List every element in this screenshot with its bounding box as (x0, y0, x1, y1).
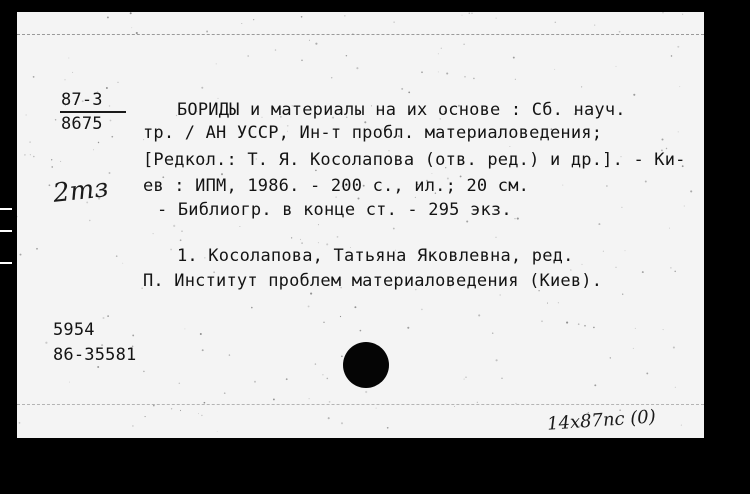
noise-speck (323, 322, 324, 323)
noise-speck (60, 161, 61, 162)
noise-speck (558, 302, 559, 303)
noise-speck (229, 354, 230, 355)
noise-speck (152, 233, 153, 234)
noise-speck (662, 12, 663, 13)
noise-speck (122, 263, 123, 264)
noise-speck (515, 79, 516, 80)
noise-speck (438, 71, 439, 72)
handwritten-code: 14х87пс (0) (546, 406, 657, 435)
noise-speck (273, 398, 275, 400)
noise-speck (51, 166, 52, 167)
noise-speck (340, 316, 341, 317)
noise-speck (341, 356, 343, 358)
noise-speck (109, 172, 111, 174)
noise-speck (335, 196, 336, 197)
noise-speck (441, 48, 442, 49)
tracing-1: 1. Косолапова, Татьяна Яковлевна, ред. (177, 246, 574, 266)
noise-speck (98, 142, 99, 143)
body-line-2: тр. / АН УССР, Ин-т пробл. материаловедения; (143, 123, 603, 143)
noise-speck (301, 59, 303, 61)
noise-speck (55, 119, 57, 121)
noise-speck (465, 377, 466, 378)
noise-speck (318, 242, 319, 243)
noise-speck (318, 224, 319, 225)
noise-speck (206, 31, 208, 33)
noise-speck (593, 327, 595, 329)
noise-speck (171, 408, 172, 409)
noise-speck (201, 415, 202, 416)
noise-speck (131, 27, 132, 28)
noise-speck (514, 218, 515, 219)
noise-speck (97, 366, 99, 368)
noise-speck (578, 323, 580, 325)
noise-speck (356, 67, 358, 69)
noise-speck (594, 384, 596, 386)
noise-speck (547, 303, 548, 304)
noise-speck (72, 72, 73, 73)
noise-speck (679, 86, 680, 87)
noise-speck (566, 322, 568, 324)
noise-speck (247, 55, 249, 57)
noise-speck (646, 372, 648, 374)
noise-speck (690, 190, 692, 192)
noise-speck (300, 239, 301, 240)
noise-speck (407, 327, 409, 329)
noise-speck (26, 115, 27, 116)
shelf-mark-bottom: 8675 (61, 114, 103, 134)
noise-speck (45, 342, 47, 344)
noise-speck (516, 403, 517, 404)
scan-edge-mark (0, 262, 12, 264)
noise-speck (184, 328, 185, 329)
noise-speck (464, 76, 466, 78)
noise-speck (666, 148, 667, 149)
noise-speck (509, 146, 510, 147)
noise-speck (354, 306, 356, 308)
noise-speck (376, 408, 377, 409)
number-primary: 5954 (53, 320, 95, 340)
noise-speck (310, 293, 312, 295)
noise-speck (132, 425, 133, 426)
noise-speck (408, 92, 410, 94)
noise-speck (677, 46, 679, 48)
noise-speck (218, 98, 219, 99)
body-line-1: БОРИДЫ и материалы на их основе : Сб. науч. (177, 100, 626, 120)
noise-speck (20, 254, 22, 256)
noise-speck (352, 33, 353, 34)
noise-speck (117, 82, 118, 83)
noise-speck (513, 57, 515, 59)
noise-speck (153, 405, 155, 407)
noise-speck (517, 218, 519, 220)
noise-speck (562, 185, 563, 186)
number-secondary: 86-35581 (53, 345, 137, 365)
noise-speck (201, 87, 203, 89)
noise-speck (393, 21, 394, 22)
noise-speck (107, 315, 109, 317)
noise-speck (393, 228, 395, 230)
noise-speck (93, 149, 94, 150)
noise-speck (610, 357, 611, 358)
noise-speck (29, 141, 31, 143)
noise-speck (598, 223, 600, 225)
noise-speck (286, 378, 288, 380)
noise-speck (619, 31, 621, 33)
noise-speck (291, 237, 292, 238)
noise-speck (554, 69, 555, 70)
handwritten-note: 2тз (51, 173, 110, 209)
noise-speck (301, 242, 303, 244)
noise-speck (328, 417, 330, 419)
noise-speck (51, 159, 52, 160)
noise-speck (180, 410, 181, 411)
body-line-5: - Библиогр. в конце ст. - 295 экз. (157, 200, 512, 220)
noise-speck (331, 77, 332, 78)
noise-speck (594, 25, 595, 26)
noise-speck (253, 19, 254, 20)
noise-speck (669, 228, 670, 229)
noise-speck (682, 14, 683, 15)
noise-speck (315, 43, 317, 45)
noise-speck (326, 378, 328, 380)
noise-speck (69, 382, 70, 383)
noise-speck (275, 49, 277, 51)
noise-speck (621, 207, 622, 208)
noise-speck (496, 359, 498, 361)
noise-speck (622, 294, 623, 295)
noise-speck (582, 264, 583, 265)
noise-speck (239, 226, 240, 227)
noise-speck (110, 120, 112, 122)
noise-speck (464, 379, 465, 380)
noise-speck (673, 346, 675, 348)
noise-speck (322, 374, 323, 375)
noise-speck (241, 23, 242, 24)
noise-speck (309, 398, 310, 399)
noise-speck (341, 422, 343, 424)
noise-speck (684, 206, 685, 207)
noise-speck (642, 271, 644, 273)
noise-speck (581, 86, 582, 87)
noise-speck (68, 57, 69, 58)
noise-speck (431, 173, 432, 174)
noise-speck (33, 156, 35, 158)
noise-speck (251, 307, 253, 309)
noise-speck (315, 363, 316, 364)
noise-speck (344, 15, 345, 16)
noise-speck (216, 63, 217, 64)
noise-speck (17, 216, 18, 217)
noise-speck (446, 72, 448, 74)
noise-speck (202, 349, 204, 351)
noise-speck (309, 40, 310, 41)
noise-speck (401, 88, 403, 90)
noise-speck (107, 16, 109, 18)
noise-speck (36, 248, 38, 250)
shelf-mark-top: 87-3 (61, 90, 103, 110)
noise-speck (661, 138, 663, 140)
noise-speck (477, 402, 478, 403)
noise-speck (116, 255, 118, 257)
noise-speck (471, 13, 472, 14)
noise-speck (365, 391, 367, 393)
noise-speck (670, 267, 671, 268)
noise-speck (217, 431, 218, 432)
noise-speck (179, 383, 180, 384)
noise-speck (616, 66, 617, 67)
noise-speck (308, 305, 310, 307)
punch-hole (343, 342, 389, 388)
shelf-mark-divider (60, 111, 126, 113)
noise-speck (496, 237, 497, 238)
noise-speck (438, 53, 439, 54)
scan-edge-mark (0, 208, 12, 210)
noise-speck (145, 416, 146, 417)
noise-speck (103, 317, 105, 319)
noise-speck (671, 55, 672, 56)
noise-speck (606, 185, 607, 186)
body-line-3: [Редкол.: Т. Я. Косолапова (отв. ред.) и др.]. - Ки- (143, 150, 686, 170)
noise-speck (645, 181, 647, 183)
noise-speck (466, 220, 468, 222)
noise-speck (106, 87, 108, 89)
noise-speck (500, 295, 501, 296)
noise-speck (360, 330, 362, 332)
noise-speck (200, 333, 202, 335)
noise-speck (221, 173, 223, 175)
noise-speck (678, 131, 679, 132)
noise-speck (616, 267, 617, 268)
noise-speck (337, 236, 339, 238)
noise-speck (130, 12, 132, 14)
noise-speck (181, 230, 183, 232)
noise-speck (180, 239, 182, 241)
noise-speck (198, 413, 199, 414)
noise-speck (463, 43, 465, 45)
noise-speck (24, 154, 26, 156)
noise-speck (387, 427, 389, 429)
noise-speck (65, 79, 66, 80)
noise-speck (173, 225, 175, 227)
noise-speck (603, 251, 604, 252)
noise-speck (329, 401, 331, 403)
noise-speck (224, 392, 226, 394)
noise-speck (663, 329, 664, 330)
noise-speck (473, 78, 475, 80)
noise-speck (421, 71, 423, 73)
noise-speck (204, 402, 206, 404)
body-line-4: ев : ИПМ, 1986. - 200 с., ил.; 20 см. (143, 176, 530, 196)
noise-speck (462, 15, 463, 16)
noise-speck (674, 271, 675, 272)
noise-speck (584, 325, 586, 327)
noise-speck (541, 320, 543, 322)
noise-speck (346, 55, 347, 56)
noise-speck (454, 406, 455, 407)
scan-edge-mark (0, 230, 12, 232)
noise-speck (415, 197, 416, 198)
noise-speck (492, 332, 493, 333)
noise-speck (681, 425, 682, 426)
noise-speck (635, 328, 636, 329)
noise-speck (170, 249, 172, 251)
noise-speck (89, 220, 90, 221)
noise-speck (421, 309, 423, 311)
noise-speck (111, 136, 113, 138)
tracing-2: П. Институт проблем материаловедения (Киев). (143, 271, 603, 291)
noise-speck (625, 250, 626, 251)
noise-speck (555, 22, 556, 23)
noise-speck (301, 16, 303, 18)
noise-speck (633, 348, 634, 349)
noise-speck (30, 154, 31, 155)
noise-speck (33, 76, 35, 78)
noise-speck (19, 422, 21, 424)
noise-speck (633, 94, 635, 96)
noise-speck (132, 334, 134, 336)
noise-speck (136, 32, 138, 34)
noise-speck (49, 184, 51, 186)
noise-speck (109, 105, 110, 106)
noise-speck (469, 13, 470, 14)
noise-speck (675, 387, 676, 388)
catalog-card (17, 12, 704, 438)
noise-speck (143, 371, 145, 373)
noise-speck (496, 18, 497, 19)
noise-speck (254, 381, 256, 383)
noise-speck (501, 378, 502, 379)
noise-speck (478, 314, 480, 316)
